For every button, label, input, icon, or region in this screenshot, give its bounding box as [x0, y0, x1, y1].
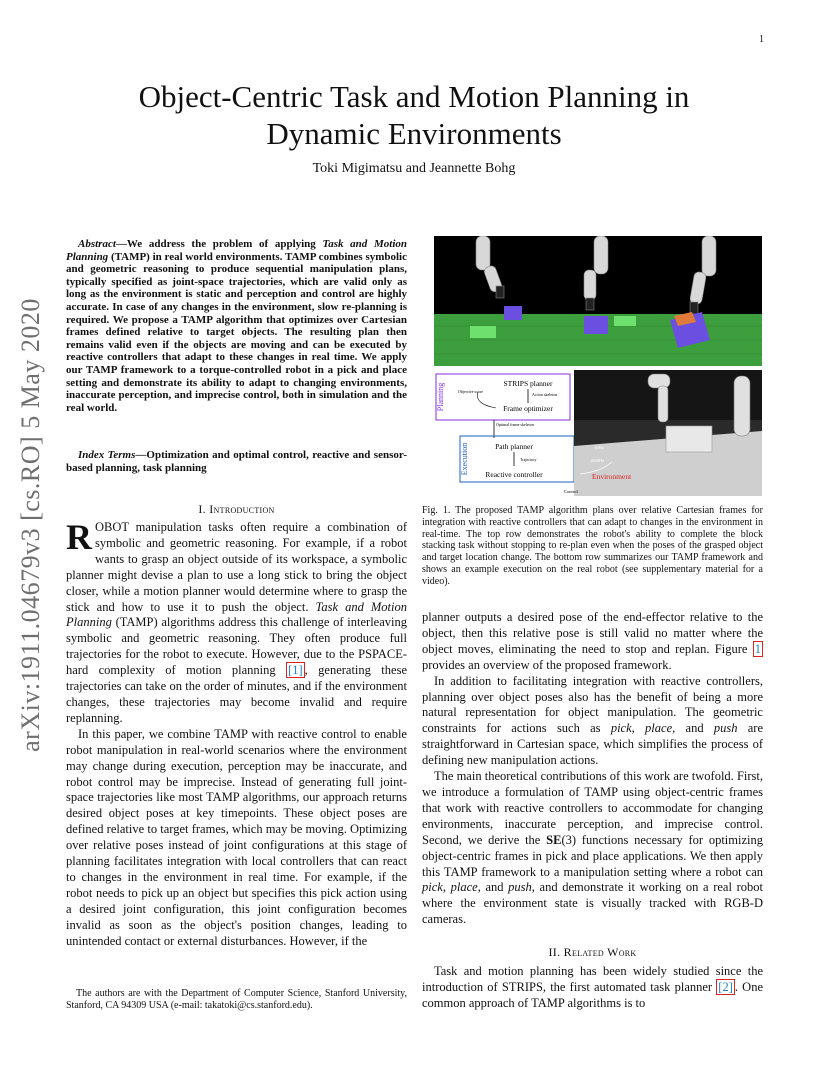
intro-p1-b: (TAMP) algorithms address this challenge of interleaving symbolic and geometric reasoning. They often produce full trajectories for the robot to execute. However, due to the PSPACE-hard complexity of motion planning — [66, 615, 407, 678]
citation-link[interactable]: [2] — [718, 979, 733, 994]
objective-score-label: Objective score — [458, 389, 483, 394]
optimal-frame-skeleton-label: Optimal frame skeleton — [496, 422, 534, 427]
figure-caption: Fig. 1. The proposed TAMP algorithm plans over relative Cartesian frames for integration with reactive controllers that can adapt to changes in the environment in real-time. The top row demonstrates the robot's ability to complete the block stacking task without stopping to re-plan even when the poses of the grasped object and target location change. The bottom row summarizes our TAMP framework and shows an example execution on the real robot (see supplementary material for a video). — [422, 505, 763, 587]
abstract-italic: Task and Motion Planning — [66, 238, 407, 263]
execution-label: Execution — [460, 442, 469, 476]
col2-p3-se3b: (3) — [561, 832, 577, 847]
col2-p3-pick: pick — [422, 880, 443, 895]
col2-p2-pick: pick — [610, 721, 632, 736]
sim-target-1 — [470, 326, 496, 338]
figure-link[interactable]: 1 — [754, 641, 761, 656]
index-terms-label: Index Terms — [78, 449, 136, 461]
frame-optimizer-label: Frame optimizer — [503, 404, 553, 413]
planning-label: Planning — [436, 382, 445, 412]
figure-1 — [434, 236, 762, 496]
col2-p2-a: In addition to facilitating integration with reactive controllers, planning over object poses also has the benefit of being a more natural representation for object manipulation. The geometric constraints for actions such as — [422, 673, 763, 736]
related-a: Task and motion planning has been widely studied since the introduction of STRIPS, the first automated task planner — [422, 964, 763, 994]
abstract-label: Abstract — [78, 238, 116, 250]
index-terms-text: —Optimization and optimal control, reactive and sensor-based planning, task planning — [66, 449, 407, 474]
rate-1000hz-label: 1000Hz — [590, 458, 605, 463]
sim-target-2 — [614, 316, 636, 326]
arxiv-stamp — [8, 280, 54, 770]
col2-p3-c1: , — [442, 880, 451, 895]
page-number: 1 — [759, 34, 764, 45]
intro-paragraph-1 — [66, 517, 408, 727]
figure-1-graphic — [434, 236, 762, 496]
col2-p3-push: push — [508, 880, 532, 895]
environment-label: Environment — [592, 472, 632, 481]
col2-p2-place: place — [645, 721, 673, 736]
arxiv-stamp-text: arXiv:1911.04679v3 [cs.RO] 5 May 2020 — [16, 298, 45, 752]
col2-p3-c: , and demonstrate it working on a real robot where the environment state is visually tracked with RGB-D cameras. — [422, 880, 763, 927]
intro-paragraph-2: In this paper, we combine TAMP with reactive control to enable robot manipulation in real-world scenarios where the environment may change during execution, perception may be inaccurate, and robot control may be imprecise. Instead of generating full joint-space trajectories like most TAMP algorithms, our approach returns desired object poses at key timepoints. These object poses are defined relative to target frames, which may be moving. Optimizing over relative poses instead of joint configurations at this stage of planning facilitates integration with local controllers that can react to changes in the environment in real time. For example, if the robot needs to pick up an object but specifies this pick action using a desired joint configuration, this joint configuration becomes invalid as soon as the object's position changes, leading to unintended contact or external disturbances. However, if the — [66, 726, 407, 948]
col2-p3-place: place — [450, 880, 478, 895]
dropcap: R — [66, 517, 92, 557]
section2-heading-text: II. Related Work — [548, 945, 637, 959]
col2-p2-and: , and — [672, 721, 714, 736]
abstract — [66, 238, 407, 414]
section-heading-introduction — [66, 502, 407, 517]
col2-p3-b: functions necessary for optimizing object-centric frames in pick and place applications. We then apply this TAMP framework to a manipulation setting where a robot can — [422, 832, 763, 879]
col2-p1-b: provides an overview of the proposed framework. — [422, 657, 672, 672]
related-paragraph-1 — [422, 964, 763, 1012]
authors: Toki Migimatsu and Jeannette Bohg — [312, 161, 516, 176]
col2-p2-push: push — [713, 721, 738, 736]
photo-box — [666, 426, 712, 452]
intro-p1-a: OBOT manipulation tasks often require a combination of symbolic and geometric reasoning. For example, if a robot wants to grasp an object outside of its workspace, a symbolic planner might devise a plan to use a long stick to bring the object closer, while a motion planner would determine where to grasp the stick and how to use it to push the object. — [66, 520, 407, 614]
footnote: The authors are with the Department of Computer Science, Stanford University, Stanford, CA 94309 USA (e-mail: takatoki@cs.stanford.edu). — [66, 988, 407, 1012]
col2-paragraph-1 — [422, 610, 763, 674]
col2-paragraph-2 — [422, 674, 763, 769]
index-terms — [66, 449, 407, 474]
col2-p3-c2: , and — [477, 880, 509, 895]
rate-10hz-label: 10Hz — [594, 445, 604, 450]
related-work-body — [422, 964, 763, 1012]
section1-heading-text: I. Introduction — [198, 502, 275, 516]
sim-block-1 — [504, 306, 522, 320]
section-heading-related-work — [422, 945, 763, 960]
intro-p1-c: , generating these trajectories can take on the order of minutes, and if the environment changes, these trajectories may become invalid and require replanning. — [66, 663, 407, 725]
strips-planner-label: STRIPS planner — [503, 379, 553, 388]
col2-paragraph-3 — [422, 769, 763, 928]
col2-p3-se3: SE — [546, 832, 562, 847]
introduction-body — [66, 517, 408, 949]
column-2-body — [422, 610, 763, 928]
control-label: Control — [564, 489, 578, 494]
paper-title — [60, 78, 768, 152]
abstract-text-b: (TAMP) in real world environments. TAMP combines symbolic and geometric reasoning to produce sequential manipulation plans, typically specified as joint-space trajectories, which are valid only as long as the environment is static and perception and control are highly accurate. In case of any changes in the environment, slow re-planning is required. We propose a TAMP algorithm that optimizes over Cartesian frames defined relative to target objects. The resulting plan then remains valid even if the objects are moving and can be executed by reactive controllers that adapt to these changes in real time. We apply our TAMP framework to a torque-controlled robot in a pick and place setting and demonstrate its ability to adapt to changing environments, inaccurate perception, and imprecise control, both in simulation and the real world. — [66, 250, 407, 414]
action-skeleton-label: Action skeleton — [532, 392, 558, 397]
path-planner-label: Path planner — [495, 442, 533, 451]
abstract-text-a: —We address the problem of applying — [115, 238, 323, 250]
reactive-controller-label: Reactive controller — [485, 470, 543, 479]
title-line-2: Dynamic Environments — [266, 116, 562, 151]
citation-link[interactable]: [1] — [288, 663, 303, 678]
trajectory-label: Trajectory — [520, 457, 537, 462]
intro-p1-italic: Task and Motion Planning — [66, 599, 408, 630]
title-line-1: Object-Centric Task and Motion Planning in — [138, 79, 690, 114]
col2-p2-comma: , — [631, 721, 646, 736]
col2-p3-a: The main theoretical contributions of this work are twofold. First, we introduce a formulation of TAMP using object-centric frames that work with reactive controllers to accommodate for changing environments, inaccurate perception, and imprecise control. Second, we derive the — [422, 769, 763, 847]
sim-block-2 — [584, 316, 608, 334]
related-b: . One common approach of TAMP algorithms is to — [422, 979, 764, 1010]
col2-p2-b: are straightforward in Cartesian space, which simplifies the process of defining new manipulation actions. — [422, 721, 763, 768]
col2-p1-a: planner outputs a desired pose of the end-effector relative to the object, then this relative pose is still valid no matter where the object moves, eliminating the need to stop and replan. Figure — [422, 610, 763, 656]
